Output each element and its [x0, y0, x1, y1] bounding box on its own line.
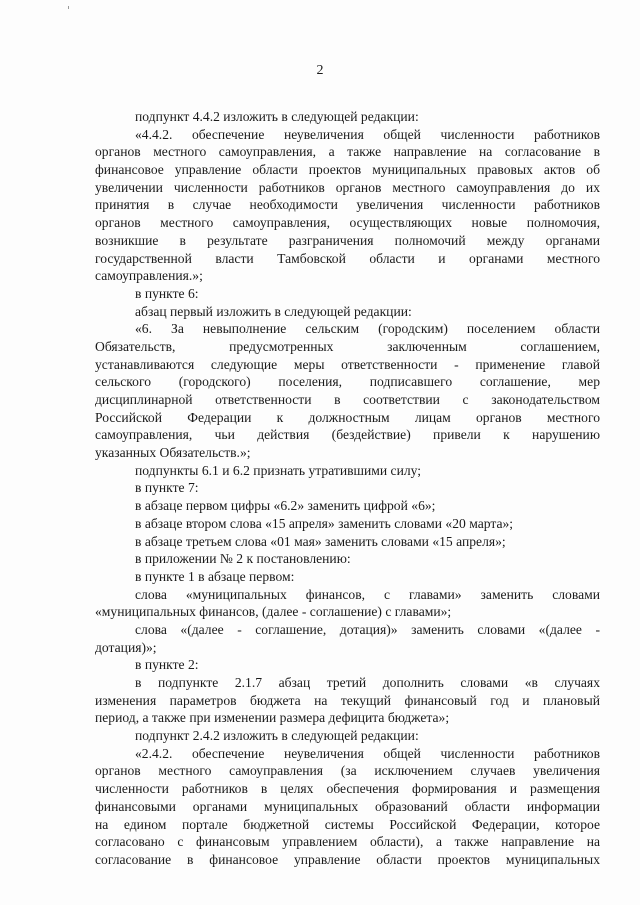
text-line: самоуправления.»; [95, 268, 203, 284]
text-line: Российской Федерации к должностным лицам органов местного [95, 409, 600, 425]
text-line: «муниципальных финансов, (далее - соглашение) с главами»; [95, 604, 452, 620]
text-line: финансовое управление области проектов муниципальных правовых актов об [95, 162, 600, 178]
text-line: период, а также при изменении размера дефицита бюджета»; [95, 710, 450, 726]
text-line: органов местного самоуправления, осуществляющих новые полномочия, [95, 215, 600, 231]
text-line: дотация)»; [95, 639, 157, 655]
text-line: принятия в случае необходимости увеличения численности работников [95, 197, 600, 213]
scan-artifact [68, 6, 69, 9]
text-line: в абзаце втором слова «15 апреля» заменить словами «20 марта»; [135, 515, 514, 531]
text-line: в приложении № 2 к постановлению: [135, 551, 351, 567]
text-line: в пункте 2: [135, 657, 199, 673]
text-line: подпункт 2.4.2 изложить в следующей редакции: [135, 728, 419, 744]
text-line: подпункты 6.1 и 6.2 признать утратившими силу; [135, 462, 422, 478]
text-line: в абзаце первом цифры «6.2» заменить цифрой «6»; [135, 498, 436, 514]
text-line: в пункте 7: [135, 480, 199, 496]
text-line: абзац первый изложить в следующей редакции: [135, 303, 412, 319]
text-line: Обязательств, предусмотренных заключенным соглашением, [95, 338, 600, 354]
text-line: возникшие в результате разграничения полномочий между органами [95, 232, 600, 248]
text-line: органов местного самоуправления (за исключением случаев увеличения [95, 763, 600, 779]
page-number: 2 [316, 63, 324, 78]
text-line: слова «(далее - соглашение, дотация)» заменить словами «(далее - [135, 621, 600, 637]
text-line: дисциплинарной ответственности в соответствии с законодательством [95, 392, 600, 407]
document-body [95, 108, 600, 869]
text-line: подпункт 4.4.2 изложить в следующей редакции: [135, 109, 419, 124]
text-line: устанавливаются следующие меры ответственности - применение главой [95, 356, 600, 372]
text-line: указанных Обязательств.»; [95, 445, 251, 461]
text-line: численности работников в целях обеспечения формирования и размещения [95, 781, 600, 797]
text-line: органов местного самоуправления, а также направление на согласование в [95, 144, 600, 160]
text-line: в пункте 6: [135, 285, 199, 301]
text-line: на едином портале бюджетной системы Российской Федерации, которое [95, 816, 600, 832]
text-line: государственной власти Тамбовской области и органами местного [95, 250, 600, 266]
text-line: «4.4.2. обеспечение неувеличения общей численности работников [135, 126, 600, 142]
text-line: сельского (городского) поселения, подписавшего соглашение, мер [95, 374, 600, 390]
text-line: согласовано с финансовым управлением области), а также направление на [95, 834, 600, 850]
text-line: увеличении численности работников органов местного самоуправления до их [95, 179, 600, 195]
text-line: финансовыми органами муниципальных образований области информации [95, 798, 600, 814]
text-line: в пункте 1 в абзаце первом: [135, 568, 295, 584]
text-line: в подпункте 2.1.7 абзац третий дополнить словами «в случаях [135, 675, 600, 690]
text-line: самоуправления, чьи действия (бездействие) привели к нарушению [95, 427, 600, 443]
text-line: слова «муниципальных финансов, с главами» заменить словами [135, 586, 600, 602]
text-line: «2.4.2. обеспечение неувеличения общей численности работников [135, 745, 600, 761]
text-line: согласование в финансовое управление области проектов муниципальных [95, 851, 600, 867]
text-line: изменения параметров бюджета на текущий финансовый год и плановый [95, 692, 600, 708]
text-line: в абзаце третьем слова «01 мая» заменить словами «15 апреля»; [135, 533, 506, 549]
text-line: «6. За невыполнение сельским (городским) поселением области [135, 321, 600, 337]
